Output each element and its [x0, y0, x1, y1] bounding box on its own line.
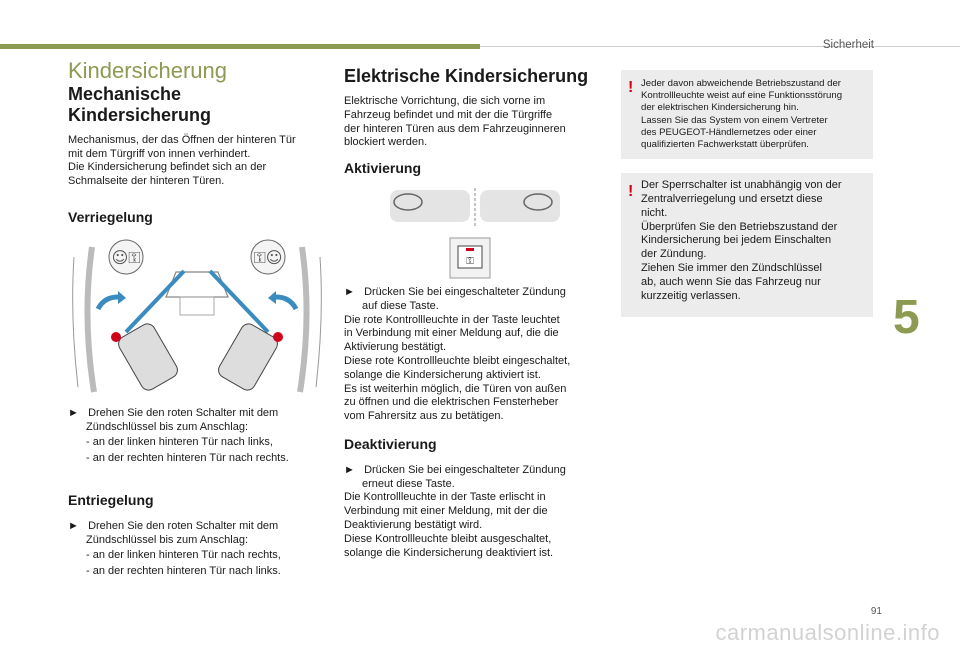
- activation-line: Aktivierung bestätigt.: [344, 341, 447, 354]
- column-mechanical: [68, 58, 326, 579]
- svg-text:⚿: ⚿: [466, 255, 474, 267]
- electric-intro-line: Fahrzeug befindet und mit der die Türgriffe: [344, 108, 553, 121]
- dashboard-location-icon: [344, 184, 600, 280]
- mechanical-intro: [68, 134, 326, 189]
- activation-line: Es ist weiterhin möglich, die Türen von außen: [344, 382, 567, 395]
- deactivation-details: [344, 491, 600, 560]
- svg-text:⚿☺: ⚿☺: [253, 247, 283, 267]
- lock-step-left: - an der linken hinteren Tür nach links,: [86, 436, 273, 449]
- activation-line: vom Fahrersitz aus zu betätigen.: [344, 410, 504, 423]
- page-number: 91: [870, 606, 882, 617]
- activation-instruction: [344, 286, 600, 314]
- lock-instruction-line: Zündschlüssel bis zum Anschlag:: [86, 420, 249, 433]
- activation-line: Drücken Sie bei eingeschalteter Zündung: [364, 285, 566, 298]
- warning-line: kurzzeitig verlassen.: [641, 289, 741, 302]
- warning-line: Lassen Sie das System von einem Vertreter: [641, 114, 828, 126]
- exclamation-icon: !: [628, 183, 634, 201]
- warning-box-malfunction: [621, 70, 873, 159]
- mechanical-title-line-2: Kindersicherung: [68, 104, 212, 125]
- activation-line: zu öffnen und die elektrischen Fensterheber: [344, 396, 559, 409]
- lock-instruction-line: Drehen Sie den roten Schalter mit dem: [88, 406, 279, 419]
- mechanical-intro-line: mit dem Türgriff von innen verhindert.: [68, 147, 251, 160]
- svg-text:☺⚿: ☺⚿: [111, 247, 141, 267]
- deactivation-line: erneut diese Taste.: [362, 477, 455, 490]
- deactivation-line: Drücken Sie bei eingeschalteter Zündung: [364, 463, 566, 476]
- exclamation-icon: !: [628, 79, 634, 96]
- unlock-heading: Entriegelung: [68, 491, 154, 508]
- electric-intro: [344, 95, 600, 150]
- arrow-bullet-icon: ►: [68, 406, 89, 419]
- warning-line: Zentralverriegelung und ersetzt diese: [641, 193, 823, 206]
- mechanical-intro-line: Mechanismus, der das Öffnen der hinteren Tür: [68, 133, 296, 146]
- warning-line: qualifizierten Fachwerkstatt überprüfen.: [641, 139, 809, 151]
- warning-line: der Zündung.: [641, 248, 707, 261]
- warning-box-independence: [621, 173, 873, 317]
- electric-intro-line: Elektrische Vorrichtung, die sich vorne im: [344, 95, 546, 107]
- mechanical-title: [68, 84, 326, 126]
- dashboard-illustration: [344, 184, 600, 280]
- arrow-bullet-icon: ►: [344, 463, 365, 476]
- header-rule: [480, 46, 960, 47]
- unlock-step-right: - an der rechten hinteren Tür nach links.: [86, 565, 281, 578]
- activation-line: Die rote Kontrollleuchte in der Taste leuchtet: [344, 313, 560, 326]
- arrow-bullet-icon: ►: [344, 285, 365, 298]
- electric-intro-line: blockiert werden.: [344, 136, 428, 149]
- activation-line: solange die Kindersicherung aktiviert ist.: [344, 368, 541, 381]
- lock-instruction: [68, 407, 326, 435]
- unlock-step-left: - an der linken hinteren Tür nach rechts,: [86, 549, 281, 562]
- column-warnings: [621, 70, 873, 317]
- mechanical-intro-line: Die Kindersicherung befindet sich an der: [68, 161, 267, 174]
- unlock-instruction: [68, 520, 326, 548]
- activation-details: [344, 314, 600, 424]
- warning-line: der elektrischen Kindersicherung hin.: [641, 102, 799, 114]
- page-title: Kindersicherung: [68, 58, 227, 83]
- unlock-instruction-line: Drehen Sie den roten Schalter mit dem: [88, 519, 279, 532]
- chapter-number: 5: [893, 291, 920, 344]
- mechanical-intro-line: Schmalseite der hinteren Türen.: [68, 175, 225, 188]
- deactivation-heading: Deaktivierung: [344, 435, 437, 452]
- warning-line: Ziehen Sie immer den Zündschlüssel: [641, 262, 822, 274]
- warning-line: Kindersicherung bei jedem Einschalten: [641, 234, 832, 247]
- deactivation-line: Die Kontrollleuchte in der Taste erlischt in: [344, 491, 546, 504]
- activation-line: Diese rote Kontrollleuchte bleibt eingeschaltet,: [344, 354, 571, 367]
- electric-intro-line: der hinteren Türen aus dem Fahrzeuginneren: [344, 122, 566, 135]
- arrow-bullet-icon: ►: [68, 519, 89, 532]
- unlock-instruction-line: Zündschlüssel bis zum Anschlag:: [86, 533, 249, 546]
- column-electric: [344, 66, 600, 560]
- header-accent-bar: [0, 44, 480, 49]
- lock-step-right: - an der rechten hinteren Tür nach rechts.: [86, 452, 289, 465]
- activation-line: in Verbindung mit einer Meldung auf, die die: [344, 327, 559, 340]
- electric-title: Elektrische Kindersicherung: [344, 66, 589, 86]
- lock-heading: Verriegelung: [68, 208, 153, 225]
- deactivation-line: Diese Kontrollleuchte bleibt ausgeschaltet,: [344, 532, 552, 545]
- deactivation-line: Deaktivierung bestätigt wird.: [344, 518, 483, 531]
- warning-line: Kontrollleuchte weist auf eine Funktionsstörung: [641, 90, 843, 102]
- warning-line: Der Sperrschalter ist unabhängig von der: [641, 179, 842, 192]
- warning-line: Überprüfen Sie den Betriebszustand der: [641, 220, 838, 233]
- mechanical-title-line-1: Mechanische: [68, 83, 182, 104]
- warning-line: Jeder davon abweichende Betriebszustand der: [641, 78, 842, 89]
- mechanical-lock-illustration: [68, 237, 326, 397]
- warning-line: ab, auch wenn Sie das Fahrzeug nur: [641, 275, 821, 288]
- deactivation-line: solange die Kindersicherung deaktiviert ist.: [344, 546, 554, 559]
- warning-line: des PEUGEOT-Händlernetzes oder einer: [641, 126, 817, 138]
- activation-line: auf diese Taste.: [362, 299, 439, 312]
- deactivation-line: Verbindung mit einer Meldung, mit der die: [344, 505, 548, 518]
- activation-heading: Aktivierung: [344, 160, 422, 177]
- warning-line: nicht.: [641, 206, 668, 219]
- deactivation-instruction: [344, 464, 600, 492]
- watermark: carmanualsonline.info: [715, 620, 940, 645]
- door-key-diagram-icon: [68, 237, 326, 397]
- section-name: Sicherheit: [822, 39, 874, 51]
